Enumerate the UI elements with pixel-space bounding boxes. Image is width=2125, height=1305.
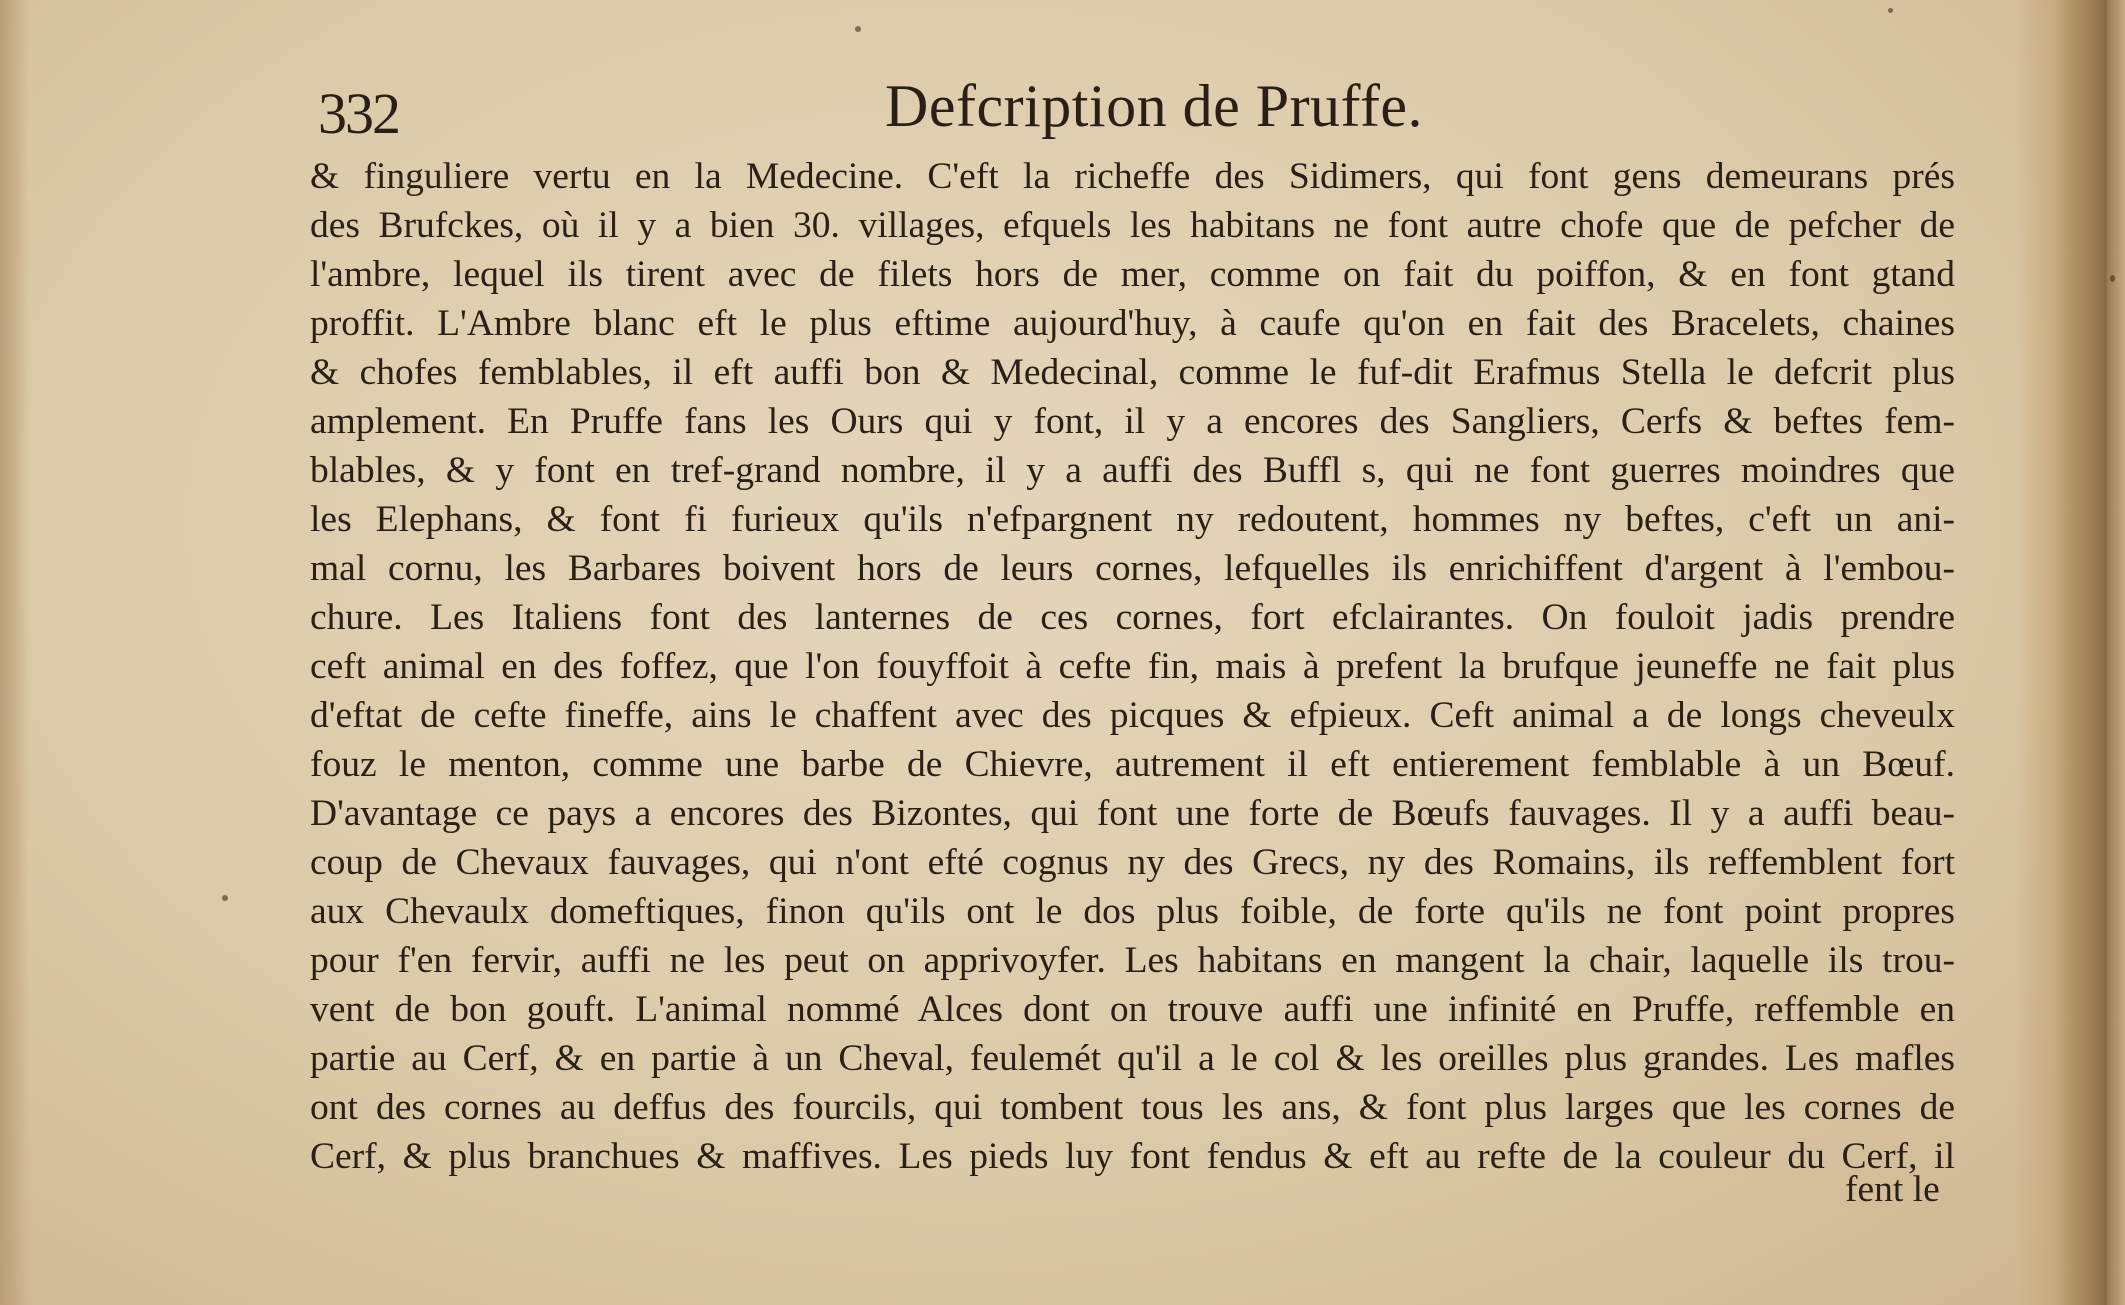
text-line: partie au Cerf, & en partie à un Cheval, feulemét qu'il a le col & les oreilles plus grandes. Les mafles: [310, 1038, 1955, 1079]
page-number: 332: [318, 81, 399, 146]
ink-speck: [855, 26, 861, 32]
text-line: les Elephans, & font fi furieux qu'ils n'efpargnent ny redoutent, hommes ny beftes, c'eft un ani-: [310, 499, 1955, 540]
page-left-edge: [0, 0, 30, 1305]
text-line: amplement. En Pruffe fans les Ours qui y font, il y a encores des Sangliers, Cerfs & beftes fem-: [310, 401, 1955, 442]
text-line: des Brufckes, où il y a bien 30. villages, efquels les habitans ne font autre chofe que de pefcher de: [310, 205, 1955, 246]
text-line: proffit. L'Ambre blanc eft le plus eftime aujourd'huy, à caufe qu'on en fait des Bracelets, chaines: [310, 303, 1955, 344]
text-line: ceft animal en des foffez, que l'on fouyffoit à cefte fin, mais à prefent la brufque jeuneffe ne fait plus: [310, 646, 1955, 687]
gutter-crease: [2104, 0, 2107, 1305]
ink-speck: [1888, 8, 1893, 13]
text-line: D'avantage ce pays a encores des Bizontes, qui font une forte de Bœufs fauvages. Il y a auffi beau-: [310, 793, 1955, 834]
book-gutter: [2015, 0, 2125, 1305]
text-line: blables, & y font en tref-grand nombre, il y a auffi des Buffl s, qui ne font guerres moindres que: [310, 450, 1955, 491]
text-line: chure. Les Italiens font des lanternes de ces cornes, fort efclairantes. On fouloit jadis prendre: [310, 597, 1955, 638]
text-line: vent de bon gouft. L'animal nommé Alces dont on trouve auffi une infinité en Pruffe, reffemble en: [310, 989, 1955, 1030]
ink-speck: [2110, 275, 2115, 282]
text-line: Cerf, & plus branchues & maffives. Les pieds luy font fendus & eft au refte de la couleur du Cerf, il: [310, 1136, 1955, 1177]
page-header: [310, 72, 1960, 152]
text-line: coup de Chevaux fauvages, qui n'ont efté cognus ny des Grecs, ny des Romains, ils reffemblent fort: [310, 842, 1955, 883]
text-line: l'ambre, lequel ils tirent avec de filets hors de mer, comme on fait du poiffon, & en font gtand: [310, 254, 1955, 295]
text-line: mal cornu, les Barbares boivent hors de leurs cornes, lefquelles ils enrichiffent d'argent à l'embou-: [310, 548, 1955, 589]
text-line: d'eftat de cefte fineffe, ains le chaffent avec des picques & efpieux. Ceft animal a de longs cheveulx: [310, 695, 1955, 736]
ink-speck: [222, 895, 228, 901]
text-line: & chofes femblables, il eft auffi bon & Medecinal, comme le fuf-dit Erafmus Stella le defcrit plus: [310, 352, 1955, 393]
text-line: aux Chevaulx domeftiques, finon qu'ils ont le dos plus foible, de forte qu'ils ne font point propres: [310, 891, 1955, 932]
body-text: [310, 152, 1955, 1181]
text-line: pour f'en fervir, auffi ne les peut on apprivoyfer. Les habitans en mangent la chair, laquelle ils trou-: [310, 940, 1955, 981]
catchword: fent le: [1845, 1169, 1940, 1210]
text-line: fouz le menton, comme une barbe de Chievre, autrement il eft entierement femblable à un Bœuf.: [310, 744, 1955, 785]
text-line: ont des cornes au deffus des fourcils, qui tombent tous les ans, & font plus larges que les cornes de: [310, 1087, 1955, 1128]
running-head: Defcription de Pruffe.: [885, 73, 1424, 139]
text-line: & finguliere vertu en la Medecine. C'eft la richeffe des Sidimers, qui font gens demeurans prés: [310, 156, 1955, 197]
